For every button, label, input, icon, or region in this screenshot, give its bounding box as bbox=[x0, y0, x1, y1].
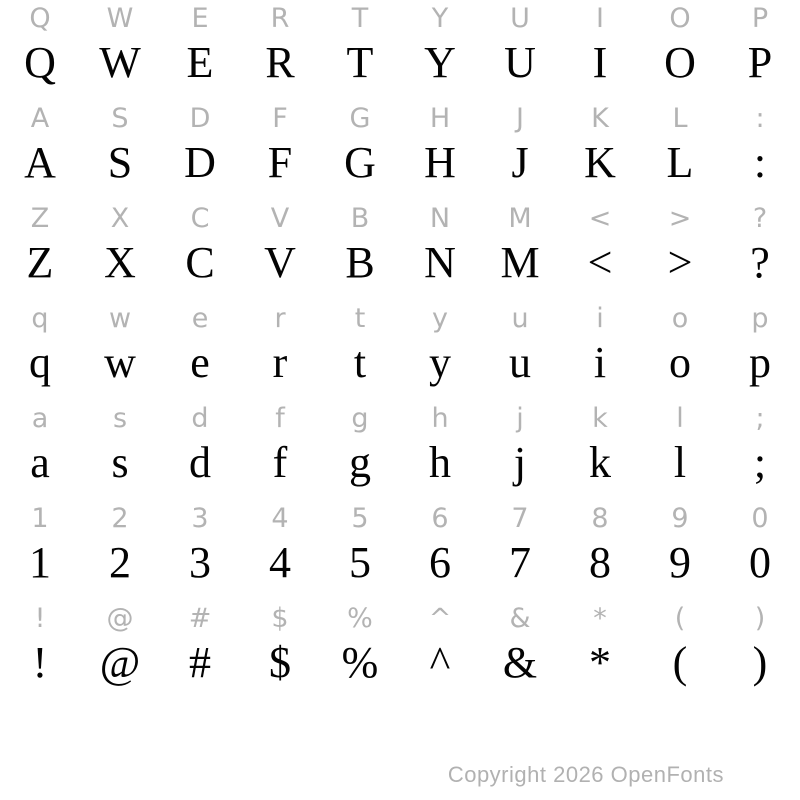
reference-glyph-cell: % bbox=[347, 603, 373, 634]
specimen-glyph-cell: F bbox=[267, 138, 293, 187]
reference-glyph-cell: t bbox=[354, 303, 366, 334]
reference-line bbox=[0, 600, 800, 637]
specimen-glyph-cell: k bbox=[589, 438, 611, 487]
specimen-glyph-cell: C bbox=[185, 238, 215, 287]
reference-glyph-cell: > bbox=[668, 203, 692, 234]
specimen-glyph-cell: N bbox=[424, 238, 456, 287]
specimen-glyph-cell: ; bbox=[753, 438, 767, 487]
reference-glyph-cell: ) bbox=[754, 603, 766, 634]
specimen-glyph-cell: o bbox=[669, 338, 691, 387]
reference-glyph-cell: R bbox=[270, 3, 290, 34]
specimen-line bbox=[0, 437, 800, 500]
specimen-glyph-cell: f bbox=[272, 438, 288, 487]
specimen-glyph-cell: < bbox=[587, 238, 613, 287]
specimen-glyph-cell: O bbox=[664, 38, 696, 87]
reference-glyph-cell: ( bbox=[674, 603, 686, 634]
reference-glyph-cell: T bbox=[351, 3, 369, 34]
reference-glyph-cell: O bbox=[669, 3, 691, 34]
specimen-glyph-cell: 7 bbox=[509, 538, 531, 587]
reference-glyph-cell: Q bbox=[29, 3, 51, 34]
reference-line bbox=[0, 100, 800, 137]
glyph-row-pair-lowercase-top-row bbox=[0, 300, 800, 400]
reference-glyph-cell: I bbox=[596, 3, 604, 34]
specimen-glyph-cell: r bbox=[272, 338, 288, 387]
reference-glyph-cell: W bbox=[106, 3, 134, 34]
reference-glyph-cell: 4 bbox=[271, 503, 289, 534]
specimen-glyph-cell: K bbox=[584, 138, 616, 187]
reference-glyph-cell: D bbox=[189, 103, 211, 134]
specimen-glyph-cell: T bbox=[346, 38, 374, 87]
reference-glyph-cell: C bbox=[190, 203, 210, 234]
reference-line bbox=[0, 500, 800, 537]
specimen-glyph-cell: 0 bbox=[749, 538, 771, 587]
specimen-glyph-cell: S bbox=[107, 138, 133, 187]
reference-glyph-cell: a bbox=[31, 403, 49, 434]
reference-glyph-cell: Z bbox=[30, 203, 50, 234]
specimen-glyph-cell: Z bbox=[26, 238, 54, 287]
reference-glyph-cell: L bbox=[672, 103, 688, 134]
specimen-glyph-cell: e bbox=[190, 338, 210, 387]
reference-glyph-cell: : bbox=[755, 103, 765, 134]
specimen-glyph-cell: ( bbox=[672, 638, 688, 687]
specimen-glyph-cell: M bbox=[500, 238, 540, 287]
specimen-line bbox=[0, 337, 800, 400]
specimen-glyph-cell: G bbox=[344, 138, 376, 187]
specimen-glyph-cell: p bbox=[749, 338, 771, 387]
reference-glyph-cell: F bbox=[272, 103, 288, 134]
specimen-glyph-cell: u bbox=[509, 338, 531, 387]
specimen-glyph-cell: a bbox=[30, 438, 50, 487]
specimen-glyph-cell: $ bbox=[269, 638, 291, 687]
specimen-glyph-cell: ? bbox=[750, 238, 770, 287]
specimen-glyph-cell: 2 bbox=[109, 538, 131, 587]
specimen-glyph-cell: E bbox=[186, 38, 214, 87]
specimen-glyph-cell: U bbox=[504, 38, 536, 87]
reference-glyph-cell: 3 bbox=[191, 503, 209, 534]
specimen-glyph-cell: A bbox=[24, 138, 56, 187]
specimen-glyph-cell: L bbox=[666, 138, 694, 187]
reference-line bbox=[0, 300, 800, 337]
reference-glyph-cell: k bbox=[592, 403, 608, 434]
reference-glyph-cell: X bbox=[110, 203, 130, 234]
reference-glyph-cell: # bbox=[188, 603, 212, 634]
reference-glyph-cell: d bbox=[191, 403, 209, 434]
specimen-glyph-cell: w bbox=[104, 338, 136, 387]
specimen-glyph-cell: J bbox=[511, 138, 529, 187]
glyph-row-pair-digits-row bbox=[0, 500, 800, 600]
specimen-glyph-cell: ^ bbox=[429, 638, 451, 687]
specimen-glyph-cell: s bbox=[111, 438, 129, 487]
reference-glyph-cell: u bbox=[511, 303, 529, 334]
reference-glyph-cell: P bbox=[751, 3, 769, 34]
specimen-glyph-cell: 9 bbox=[669, 538, 691, 587]
specimen-glyph-cell: 6 bbox=[429, 538, 451, 587]
specimen-glyph-cell: # bbox=[189, 638, 211, 687]
reference-glyph-cell: w bbox=[108, 303, 132, 334]
glyph-row-pair-uppercase-top-row bbox=[0, 0, 800, 100]
reference-glyph-cell: N bbox=[429, 203, 451, 234]
reference-glyph-cell: 5 bbox=[351, 503, 369, 534]
reference-glyph-cell: f bbox=[275, 403, 285, 434]
specimen-line bbox=[0, 137, 800, 200]
reference-glyph-cell: ! bbox=[34, 603, 46, 634]
reference-glyph-cell: U bbox=[510, 3, 530, 34]
reference-glyph-cell: o bbox=[671, 303, 689, 334]
glyph-row-pair-uppercase-bottom-row bbox=[0, 200, 800, 300]
glyph-row-pair-symbols-row bbox=[0, 600, 800, 700]
specimen-glyph-cell: 4 bbox=[269, 538, 291, 587]
reference-glyph-cell: l bbox=[676, 403, 684, 434]
reference-glyph-cell: p bbox=[751, 303, 769, 334]
specimen-glyph-cell: Q bbox=[24, 38, 56, 87]
reference-glyph-cell: H bbox=[429, 103, 451, 134]
reference-glyph-cell: 2 bbox=[111, 503, 129, 534]
watermark: Copyright 2026 OpenFonts bbox=[447, 762, 724, 787]
reference-glyph-cell: S bbox=[111, 103, 129, 134]
specimen-glyph-cell: H bbox=[424, 138, 456, 187]
specimen-glyph-cell: 1 bbox=[29, 538, 51, 587]
specimen-glyph-cell: h bbox=[429, 438, 451, 487]
specimen-glyph-cell: I bbox=[592, 38, 608, 87]
specimen-glyph-cell: ! bbox=[32, 638, 48, 687]
specimen-glyph-cell: Y bbox=[424, 38, 456, 87]
reference-glyph-cell: s bbox=[112, 403, 128, 434]
reference-glyph-cell: E bbox=[191, 3, 209, 34]
specimen-glyph-cell: W bbox=[99, 38, 141, 87]
reference-glyph-cell: Y bbox=[431, 3, 449, 34]
reference-glyph-cell: 1 bbox=[31, 503, 49, 534]
specimen-glyph-cell: % bbox=[341, 638, 379, 687]
specimen-glyph-cell: g bbox=[349, 438, 371, 487]
specimen-line bbox=[0, 237, 800, 300]
specimen-glyph-cell: l bbox=[673, 438, 687, 487]
reference-glyph-cell: r bbox=[274, 303, 286, 334]
reference-glyph-cell: 6 bbox=[431, 503, 449, 534]
glyph-row-pair-lowercase-home-row bbox=[0, 400, 800, 500]
specimen-glyph-cell: R bbox=[265, 38, 295, 87]
specimen-glyph-cell: d bbox=[189, 438, 211, 487]
specimen-glyph-cell: D bbox=[184, 138, 216, 187]
reference-glyph-cell: B bbox=[350, 203, 370, 234]
glyph-row-pair-uppercase-home-row bbox=[0, 100, 800, 200]
specimen-glyph-cell: t bbox=[353, 338, 367, 387]
reference-glyph-cell: ? bbox=[752, 203, 768, 234]
reference-glyph-cell: ^ bbox=[428, 603, 452, 634]
reference-glyph-cell: 7 bbox=[511, 503, 529, 534]
reference-glyph-cell: @ bbox=[106, 603, 134, 634]
reference-glyph-cell: A bbox=[30, 103, 50, 134]
reference-line bbox=[0, 400, 800, 437]
specimen-glyph-cell: 8 bbox=[589, 538, 611, 587]
reference-glyph-cell: $ bbox=[271, 603, 289, 634]
specimen-glyph-cell: V bbox=[264, 238, 296, 287]
specimen-glyph-cell: * bbox=[589, 638, 611, 687]
specimen-glyph-cell: j bbox=[513, 438, 527, 487]
reference-glyph-cell: & bbox=[509, 603, 531, 634]
specimen-glyph-cell: 5 bbox=[349, 538, 371, 587]
specimen-line bbox=[0, 537, 800, 600]
specimen-glyph-cell: & bbox=[502, 638, 538, 687]
specimen-glyph-cell: i bbox=[593, 338, 607, 387]
reference-glyph-cell: g bbox=[351, 403, 369, 434]
reference-glyph-cell: J bbox=[516, 103, 524, 134]
specimen-glyph-cell: : bbox=[753, 138, 767, 187]
specimen-glyph-cell: X bbox=[104, 238, 136, 287]
reference-glyph-cell: e bbox=[191, 303, 209, 334]
reference-glyph-cell: K bbox=[591, 103, 609, 134]
specimen-glyph-cell: > bbox=[667, 238, 693, 287]
specimen-glyph-cell: @ bbox=[99, 638, 141, 687]
reference-glyph-cell: ; bbox=[755, 403, 765, 434]
reference-glyph-cell: i bbox=[596, 303, 604, 334]
reference-glyph-cell: M bbox=[508, 203, 532, 234]
reference-glyph-cell: j bbox=[516, 403, 524, 434]
reference-glyph-cell: 0 bbox=[751, 503, 769, 534]
specimen-line bbox=[0, 637, 800, 700]
specimen-glyph-cell: 3 bbox=[189, 538, 211, 587]
reference-glyph-cell: < bbox=[588, 203, 612, 234]
reference-glyph-cell: y bbox=[432, 303, 448, 334]
specimen-glyph-cell: ) bbox=[752, 638, 768, 687]
specimen-line bbox=[0, 37, 800, 100]
reference-glyph-cell: h bbox=[431, 403, 449, 434]
reference-glyph-cell: V bbox=[270, 203, 290, 234]
reference-glyph-cell: 8 bbox=[591, 503, 609, 534]
specimen-glyph-cell: y bbox=[429, 338, 451, 387]
specimen-glyph-cell: B bbox=[345, 238, 375, 287]
reference-glyph-cell: G bbox=[349, 103, 371, 134]
reference-glyph-cell: 9 bbox=[671, 503, 689, 534]
specimen-glyph-cell: P bbox=[747, 38, 773, 87]
reference-glyph-cell: q bbox=[31, 303, 49, 334]
reference-glyph-cell: * bbox=[593, 603, 607, 634]
reference-line bbox=[0, 0, 800, 37]
reference-line bbox=[0, 200, 800, 237]
specimen-glyph-cell: q bbox=[29, 338, 51, 387]
